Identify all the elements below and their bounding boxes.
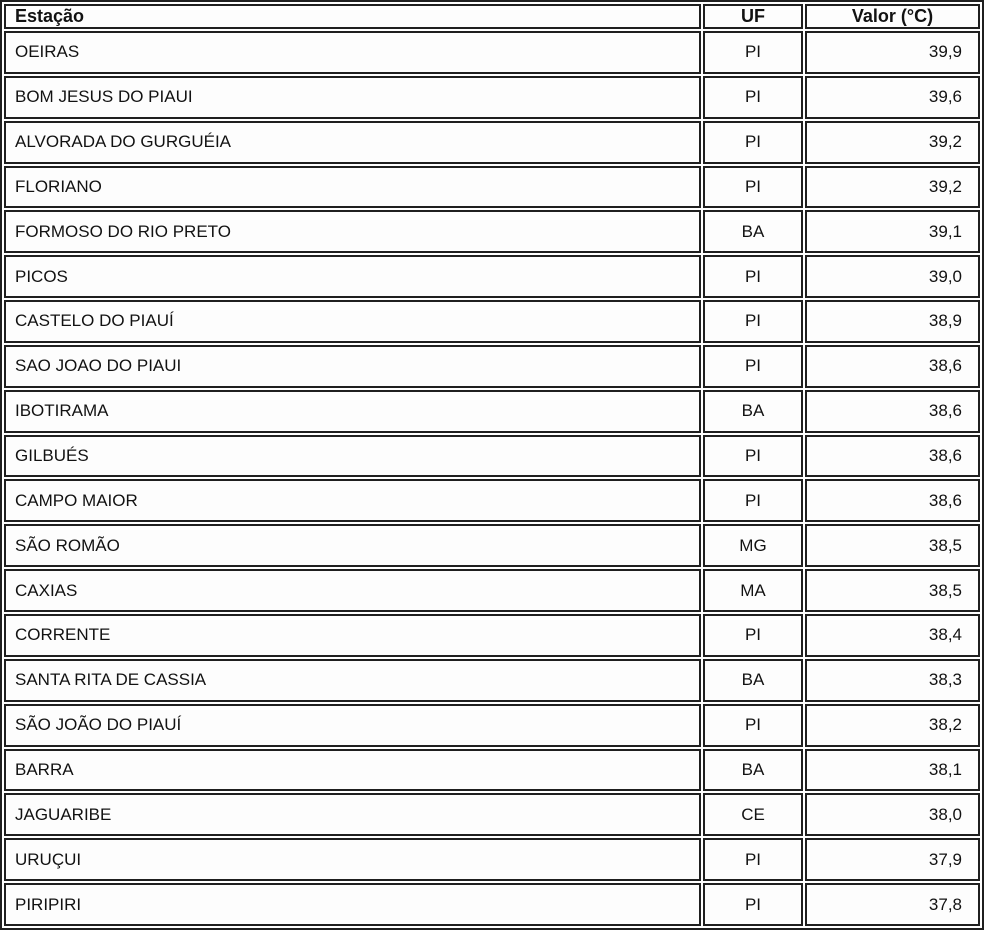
value-cell: 38,6	[805, 435, 980, 478]
table-row	[4, 479, 980, 522]
table-row	[4, 76, 980, 119]
value-cell: 37,8	[805, 883, 980, 926]
station-cell: URUÇUI	[4, 838, 701, 881]
table-row	[4, 749, 980, 792]
column-header-station: Estação	[4, 4, 701, 29]
value-cell: 38,3	[805, 659, 980, 702]
table-row	[4, 390, 980, 433]
station-cell: OEIRAS	[4, 31, 701, 74]
value-cell: 38,5	[805, 569, 980, 612]
station-cell: FORMOSO DO RIO PRETO	[4, 210, 701, 253]
station-cell: SANTA RITA DE CASSIA	[4, 659, 701, 702]
table-row	[4, 435, 980, 478]
table-row	[4, 210, 980, 253]
value-cell: 37,9	[805, 838, 980, 881]
table-row	[4, 614, 980, 657]
column-header-uf: UF	[703, 4, 803, 29]
uf-cell: PI	[703, 76, 803, 119]
station-cell: BOM JESUS DO PIAUI	[4, 76, 701, 119]
station-cell: IBOTIRAMA	[4, 390, 701, 433]
station-cell: ALVORADA DO GURGUÉIA	[4, 121, 701, 164]
table-row	[4, 569, 980, 612]
uf-cell: PI	[703, 300, 803, 343]
station-cell: CORRENTE	[4, 614, 701, 657]
uf-cell: CE	[703, 793, 803, 836]
station-cell: FLORIANO	[4, 166, 701, 209]
uf-cell: PI	[703, 31, 803, 74]
uf-cell: PI	[703, 883, 803, 926]
value-cell: 38,1	[805, 749, 980, 792]
value-cell: 39,2	[805, 166, 980, 209]
value-cell: 38,9	[805, 300, 980, 343]
table-row	[4, 883, 980, 926]
uf-cell: BA	[703, 659, 803, 702]
value-cell: 39,9	[805, 31, 980, 74]
uf-cell: BA	[703, 749, 803, 792]
value-cell: 38,6	[805, 390, 980, 433]
station-cell: CAXIAS	[4, 569, 701, 612]
station-cell: PIRIPIRI	[4, 883, 701, 926]
table-row	[4, 121, 980, 164]
station-cell: BARRA	[4, 749, 701, 792]
value-cell: 38,0	[805, 793, 980, 836]
table-row	[4, 31, 980, 74]
station-cell: SAO JOAO DO PIAUI	[4, 345, 701, 388]
uf-cell: PI	[703, 479, 803, 522]
table-row	[4, 166, 980, 209]
header-row	[4, 4, 980, 29]
table-row	[4, 345, 980, 388]
value-cell: 39,0	[805, 255, 980, 298]
uf-cell: MG	[703, 524, 803, 567]
value-cell: 38,4	[805, 614, 980, 657]
table-row	[4, 793, 980, 836]
table-body	[4, 31, 980, 926]
table-row	[4, 255, 980, 298]
value-cell: 38,2	[805, 704, 980, 747]
station-cell: GILBUÉS	[4, 435, 701, 478]
value-cell: 38,6	[805, 479, 980, 522]
station-cell: CAMPO MAIOR	[4, 479, 701, 522]
uf-cell: MA	[703, 569, 803, 612]
uf-cell: PI	[703, 614, 803, 657]
uf-cell: PI	[703, 345, 803, 388]
uf-cell: BA	[703, 390, 803, 433]
uf-cell: BA	[703, 210, 803, 253]
station-cell: SÃO JOÃO DO PIAUÍ	[4, 704, 701, 747]
table-row	[4, 704, 980, 747]
station-cell: SÃO ROMÃO	[4, 524, 701, 567]
station-cell: JAGUARIBE	[4, 793, 701, 836]
value-cell: 39,1	[805, 210, 980, 253]
table-row	[4, 300, 980, 343]
value-cell: 39,2	[805, 121, 980, 164]
column-header-value: Valor (°C)	[805, 4, 980, 29]
table-row	[4, 659, 980, 702]
value-cell: 38,5	[805, 524, 980, 567]
uf-cell: PI	[703, 121, 803, 164]
station-cell: CASTELO DO PIAUÍ	[4, 300, 701, 343]
uf-cell: PI	[703, 704, 803, 747]
table-header	[4, 4, 980, 29]
uf-cell: PI	[703, 435, 803, 478]
uf-cell: PI	[703, 255, 803, 298]
station-cell: PICOS	[4, 255, 701, 298]
table-row	[4, 524, 980, 567]
value-cell: 38,6	[805, 345, 980, 388]
uf-cell: PI	[703, 166, 803, 209]
value-cell: 39,6	[805, 76, 980, 119]
uf-cell: PI	[703, 838, 803, 881]
table-row	[4, 838, 980, 881]
